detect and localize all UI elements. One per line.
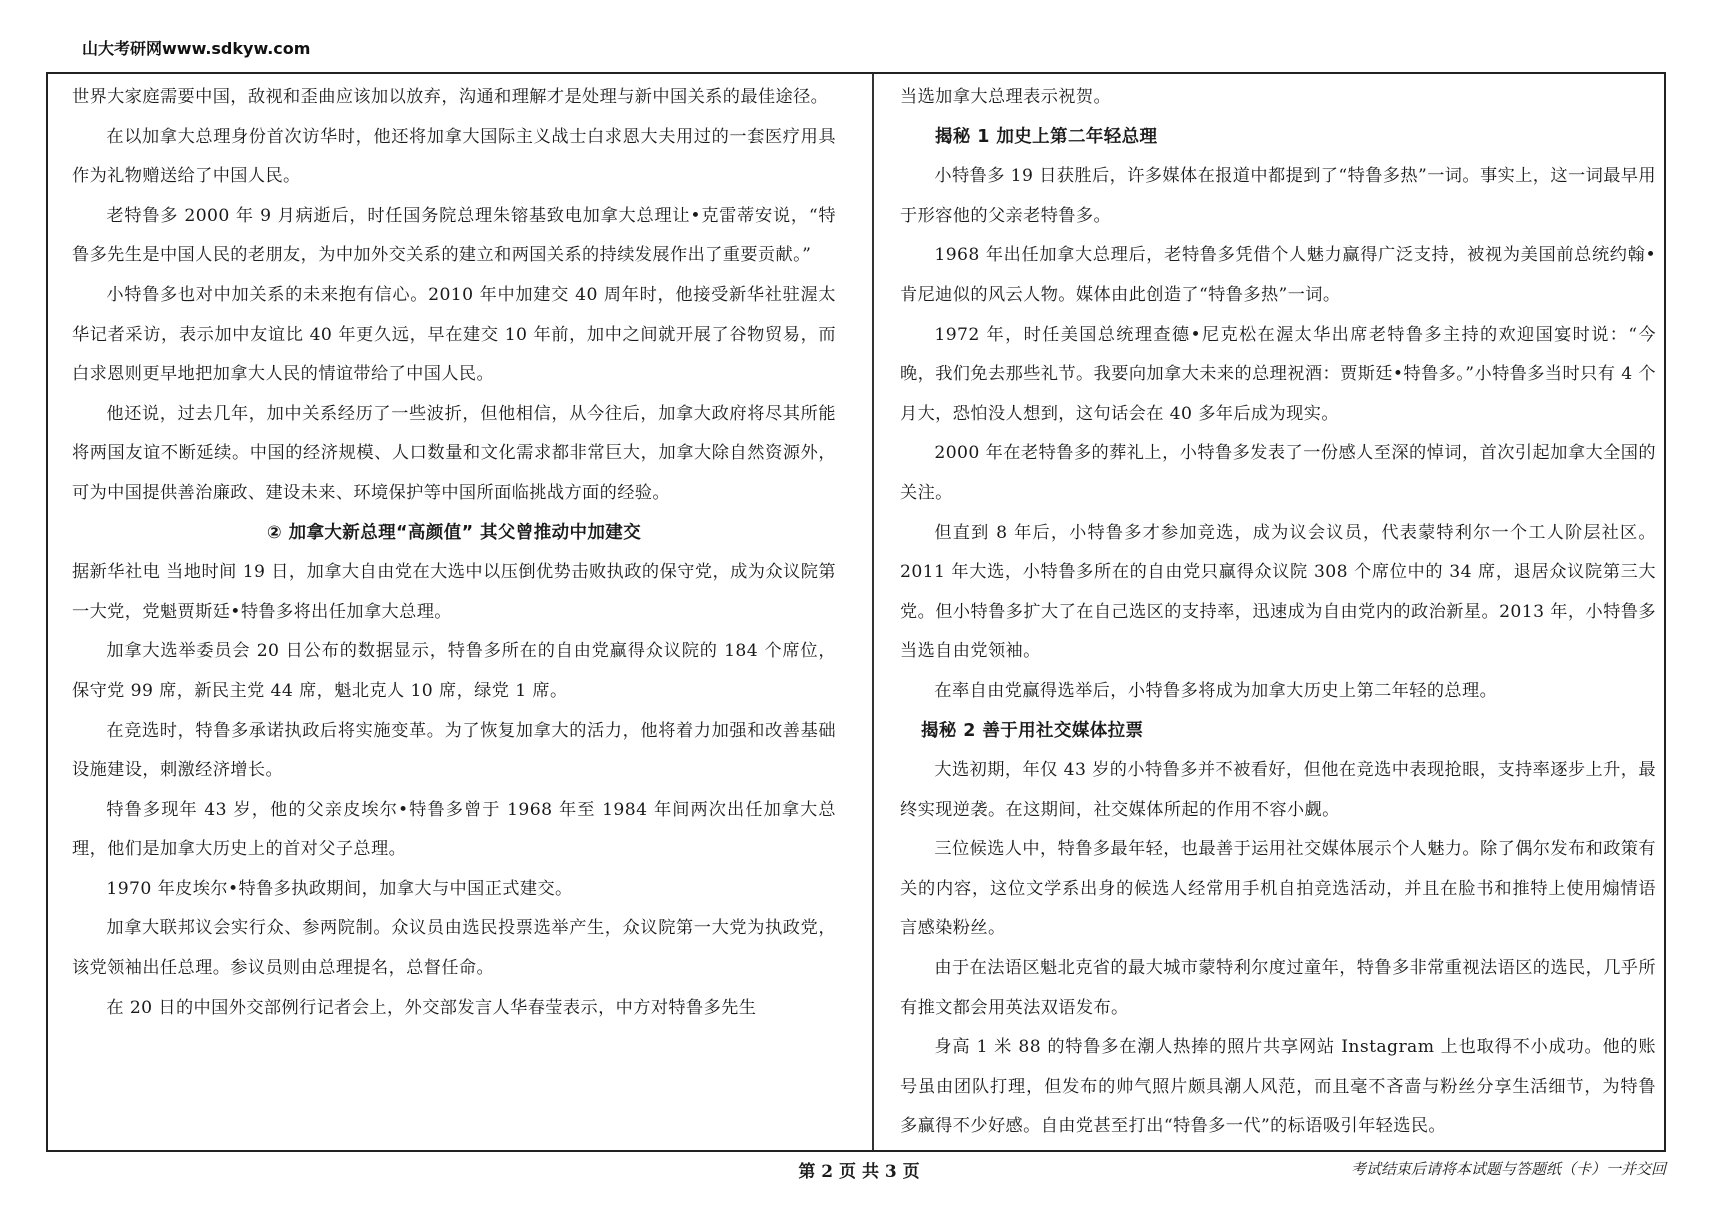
- paragraph: 在 20 日的中国外交部例行记者会上，外交部发言人华春莹表示，中方对特鲁多先生: [106, 997, 757, 1018]
- paragraph: 大选初期，年仅 43 岁的小特鲁多并不被看好，但他在竞选中表现抢眼，支持率逐步上升，最终实现逆袭。在这期间，社交媒体所起的作用不容小觑。: [900, 760, 1656, 820]
- section-heading: ② 加拿大新总理“高颜值” 其父曾推动中加建交: [266, 522, 642, 543]
- paragraph: 1972 年，时任美国总统理查德•尼克松在渥太华出席老特鲁多主持的欢迎国宴时说：“今晚，我们免去那些礼节。我要向加拿大未来的总理祝酒：贾斯廷•特鲁多。”小特鲁多当时只有 4 个月大，恐怕没人想到，这句话会在 40 多年后成为现实。: [900, 324, 1656, 424]
- column-divider: [872, 74, 874, 1150]
- paragraph: 在率自由党赢得选举后，小特鲁多将成为加拿大历史上第二年轻的总理。: [934, 680, 1498, 701]
- paragraph: 小特鲁多也对中加关系的未来抱有信心。2010 年中加建交 40 周年时，他接受新华社驻渥太华记者采访，表示加中友谊比 40 年更久远，早在建交 10 年前，加中之间就开展了谷物贸易，而白求恩则更早地把加拿大人民的情谊带给了中国人民。: [72, 284, 836, 385]
- paragraph: 三位候选人中，特鲁多最年轻，也最善于运用社交媒体展示个人魅力。除了偶尔发布和政策有关的内容，这位文学系出身的候选人经常用手机自拍竞选活动，并且在脸书和推特上使用煽情语言感染粉丝。: [900, 839, 1656, 939]
- paragraph: 1968 年出任加拿大总理后，老特鲁多凭借个人魅力赢得广泛支持，被视为美国前总统约翰•肯尼迪似的风云人物。媒体由此创造了“特鲁多热”一词。: [900, 245, 1656, 305]
- footer-note: 考试结束后请将本试题与答题纸（卡）一并交回: [1350, 1160, 1666, 1178]
- paragraph: 老特鲁多 2000 年 9 月病逝后，时任国务院总理朱镕基致电加拿大总理让•克雷蒂安说，“特鲁多先生是中国人民的老朋友，为中加外交关系的建立和两国关系的持续发展作出了重要贡献。”: [72, 205, 836, 266]
- paragraph: 他还说，过去几年，加中关系经历了一些波折，但他相信，从今往后，加拿大政府将尽其所能将两国友谊不断延续。中国的经济规模、人口数量和文化需求都非常巨大，加拿大除自然资源外，可为中国提供善治廉政、建设未来、环境保护等中国所面临挑战方面的经验。: [72, 403, 836, 503]
- paragraph: 小特鲁多 19 日获胜后，许多媒体在报道中都提到了“特鲁多热”一词。事实上，这一词最早用于形容他的父亲老特鲁多。: [900, 166, 1656, 226]
- paragraph: 据新华社电 当地时间 19 日，加拿大自由党在大选中以压倒优势击败执政的保守党，成为众议院第一大党，党魁贾斯廷•特鲁多将出任加拿大总理。: [72, 562, 836, 622]
- paragraph: 由于在法语区魁北克省的最大城市蒙特利尔度过童年，特鲁多非常重视法语区的选民，几乎所有推文都会用英法双语发布。: [900, 958, 1656, 1018]
- paragraph: 在竞选时，特鲁多承诺执政后将实施变革。为了恢复加拿大的活力，他将着力加强和改善基础设施建设，刺激经济增长。: [72, 720, 836, 781]
- paragraph: 但直到 8 年后，小特鲁多才参加竞选，成为议会议员，代表蒙特利尔一个工人阶层社区。2011 年大选，小特鲁多所在的自由党只赢得众议院 308 个席位中的 34 席，退居众议院第三大党。但小特鲁多扩大了在自己选区的支持率，迅速成为自由党内的政治新星。2013 年，小特鲁多当选自由党领袖。: [900, 522, 1656, 662]
- page-number: 第 2 页 共 3 页: [798, 1162, 920, 1182]
- right-column: [900, 78, 1656, 1144]
- paragraph: 世界大家庭需要中国，敌视和歪曲应该加以放弃，沟通和理解才是处理与新中国关系的最佳途径。: [72, 87, 829, 107]
- paragraph: 加拿大选举委员会 20 日公布的数据显示，特鲁多所在的自由党赢得众议院的 184 个席位，保守党 99 席，新民主党 44 席，魁北克人 10 席，绿党 1 席。: [72, 641, 836, 701]
- site-header: 山大考研网www.sdkyw.com: [82, 39, 311, 58]
- paragraph: 身高 1 米 88 的特鲁多在潮人热捧的照片共享网站 Instagram 上也取得不小成功。他的账号虽由团队打理，但发布的帅气照片颇具潮人风范，而且毫不吝啬与粉丝分享生活细节，为特鲁多赢得不少好感。自由党甚至打出“特鲁多一代”的标语吸引年轻选民。: [900, 1037, 1656, 1137]
- paragraph: 特鲁多现年 43 岁，他的父亲皮埃尔•特鲁多曾于 1968 年至 1984 年间两次出任加拿大总理，他们是加拿大历史上的首对父子总理。: [72, 799, 836, 860]
- left-column: [72, 78, 836, 1144]
- paragraph: 1970 年皮埃尔•特鲁多执政期间，加拿大与中国正式建交。: [106, 878, 573, 899]
- paragraph: 2000 年在老特鲁多的葬礼上，小特鲁多发表了一份感人至深的悼词，首次引起加拿大全国的关注。: [900, 443, 1656, 503]
- paragraph: 当选加拿大总理表示祝贺。: [900, 87, 1112, 107]
- subsection-heading: 揭秘 2 善于用社交媒体拉票: [921, 720, 1144, 741]
- subsection-heading: 揭秘 1 加史上第二年轻总理: [935, 126, 1158, 147]
- paragraph: 在以加拿大总理身份首次访华时，他还将加拿大国际主义战士白求恩大夫用过的一套医疗用具作为礼物赠送给了中国人民。: [72, 126, 836, 187]
- paragraph: 加拿大联邦议会实行众、参两院制。众议员由选民投票选举产生，众议院第一大党为执政党，该党领袖出任总理。参议员则由总理提名，总督任命。: [72, 918, 836, 979]
